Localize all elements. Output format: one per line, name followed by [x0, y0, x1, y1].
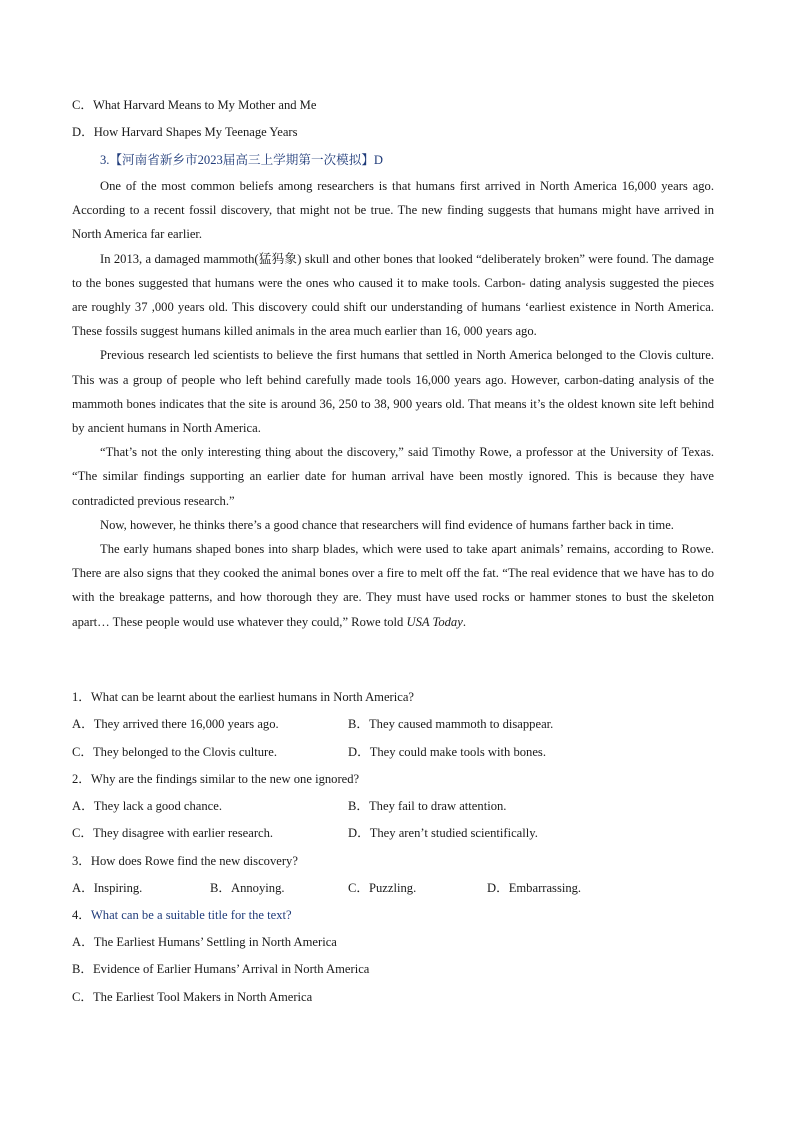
- question-3-option-a[interactable]: A．Inspiring.: [72, 881, 143, 895]
- question-2-option-d[interactable]: D．They aren’t studied scientifically.: [348, 826, 538, 840]
- question-3-option-c[interactable]: C．Puzzling.: [348, 881, 417, 895]
- question-1-option-b[interactable]: B．They caused mammoth to disappear.: [348, 717, 554, 731]
- question-3-option-b[interactable]: B．Annoying.: [210, 881, 285, 895]
- question-4-option-c[interactable]: C．The Earliest Tool Makers in North America: [72, 990, 313, 1004]
- question-4-text: What can be a suitable title for the text?: [90, 908, 292, 922]
- question-2-option-a[interactable]: A．They lack a good chance.: [72, 799, 223, 813]
- question-2-option-b[interactable]: B．They fail to draw attention.: [348, 799, 507, 813]
- paragraph-6-text: The early humans shaped bones into sharp blades, which were used to take apart animals’ remains, according to Rowe. There are also signs that they cooked the animal bones over a fire to melt off the fat. “The real evidence that we have has to do with the breakage patterns, and how thorough they are. They must have used rocks or hammer stones to bust the skeleton apart… These people would use whatever they could,” Rowe told: [72, 542, 714, 629]
- question-4-stem: [72, 907, 292, 923]
- section-header: 3.【河南省新乡市2023届高三上学期第一次模拟】D: [100, 153, 384, 167]
- question-4-option-a[interactable]: A．The Earliest Humans’ Settling in North America: [72, 935, 337, 949]
- question-1-option-d[interactable]: D．They could make tools with bones.: [348, 745, 546, 759]
- question-1-option-a[interactable]: A．They arrived there 16,000 years ago.: [72, 717, 279, 731]
- paragraph-6-end: .: [462, 614, 466, 629]
- source-name: USA Today: [406, 614, 463, 629]
- question-3-stem: 3．How does Rowe find the new discovery?: [72, 854, 298, 868]
- question-4-number: 4．: [72, 908, 91, 922]
- passage-paragraph-3: Previous research led scientists to believe the first humans that settled in North America belonged to the Clovis culture. This was a group of people who left behind carefully made tools 16,000 years ago. However, carbon-dating analysis of the mammoth bones indicates that the site is around 36, 250 to 38, 900 years old. That means it’s the oldest known site left behind by ancient humans in North America.: [72, 348, 714, 436]
- question-4-option-b[interactable]: B．Evidence of Earlier Humans’ Arrival in North America: [72, 962, 370, 976]
- question-1-option-c[interactable]: C．They belonged to the Clovis culture.: [72, 745, 277, 759]
- question-2-stem: 2．Why are the findings similar to the new one ignored?: [72, 772, 360, 786]
- passage-paragraph-5: Now, however, he thinks there’s a good chance that researchers will find evidence of humans farther back in time.: [100, 517, 674, 532]
- passage-paragraph-1: One of the most common beliefs among researchers is that humans first arrived in North America 16,000 years ago. According to a recent fossil discovery, that might not be true. The new finding suggests that humans might have arrived in North America far earlier.: [72, 179, 714, 242]
- passage-paragraph-4: “That’s not the only interesting thing about the discovery,” said Timothy Rowe, a professor at the University of Texas. “The similar findings supporting an earlier date for human arrival have been mostly ignored. This is because they have contradicted previous research.”: [72, 445, 714, 508]
- passage: [72, 174, 714, 634]
- prev-option-d: D．How Harvard Shapes My Teenage Years: [72, 125, 298, 139]
- passage-paragraph-6: [72, 537, 714, 634]
- question-3-option-d[interactable]: D．Embarrassing.: [487, 881, 582, 895]
- question-1-stem: 1．What can be learnt about the earliest humans in North America?: [72, 690, 415, 704]
- passage-paragraph-2: In 2013, a damaged mammoth(猛犸象) skull and other bones that looked “deliberately broken” were found. The damage to the bones suggested that humans were the ones who caused it to make tools. Carbon- dating analysis suggested the pieces are roughly 37 ,000 years old. This discovery could shift our understanding of humans ‘earliest existence in North America. These fossils suggest humans killed animals in the area much earlier than 16, 000 years ago.: [72, 251, 714, 339]
- prev-option-c: C．What Harvard Means to My Mother and Me: [72, 98, 317, 112]
- question-2-option-c[interactable]: C．They disagree with earlier research.: [72, 826, 274, 840]
